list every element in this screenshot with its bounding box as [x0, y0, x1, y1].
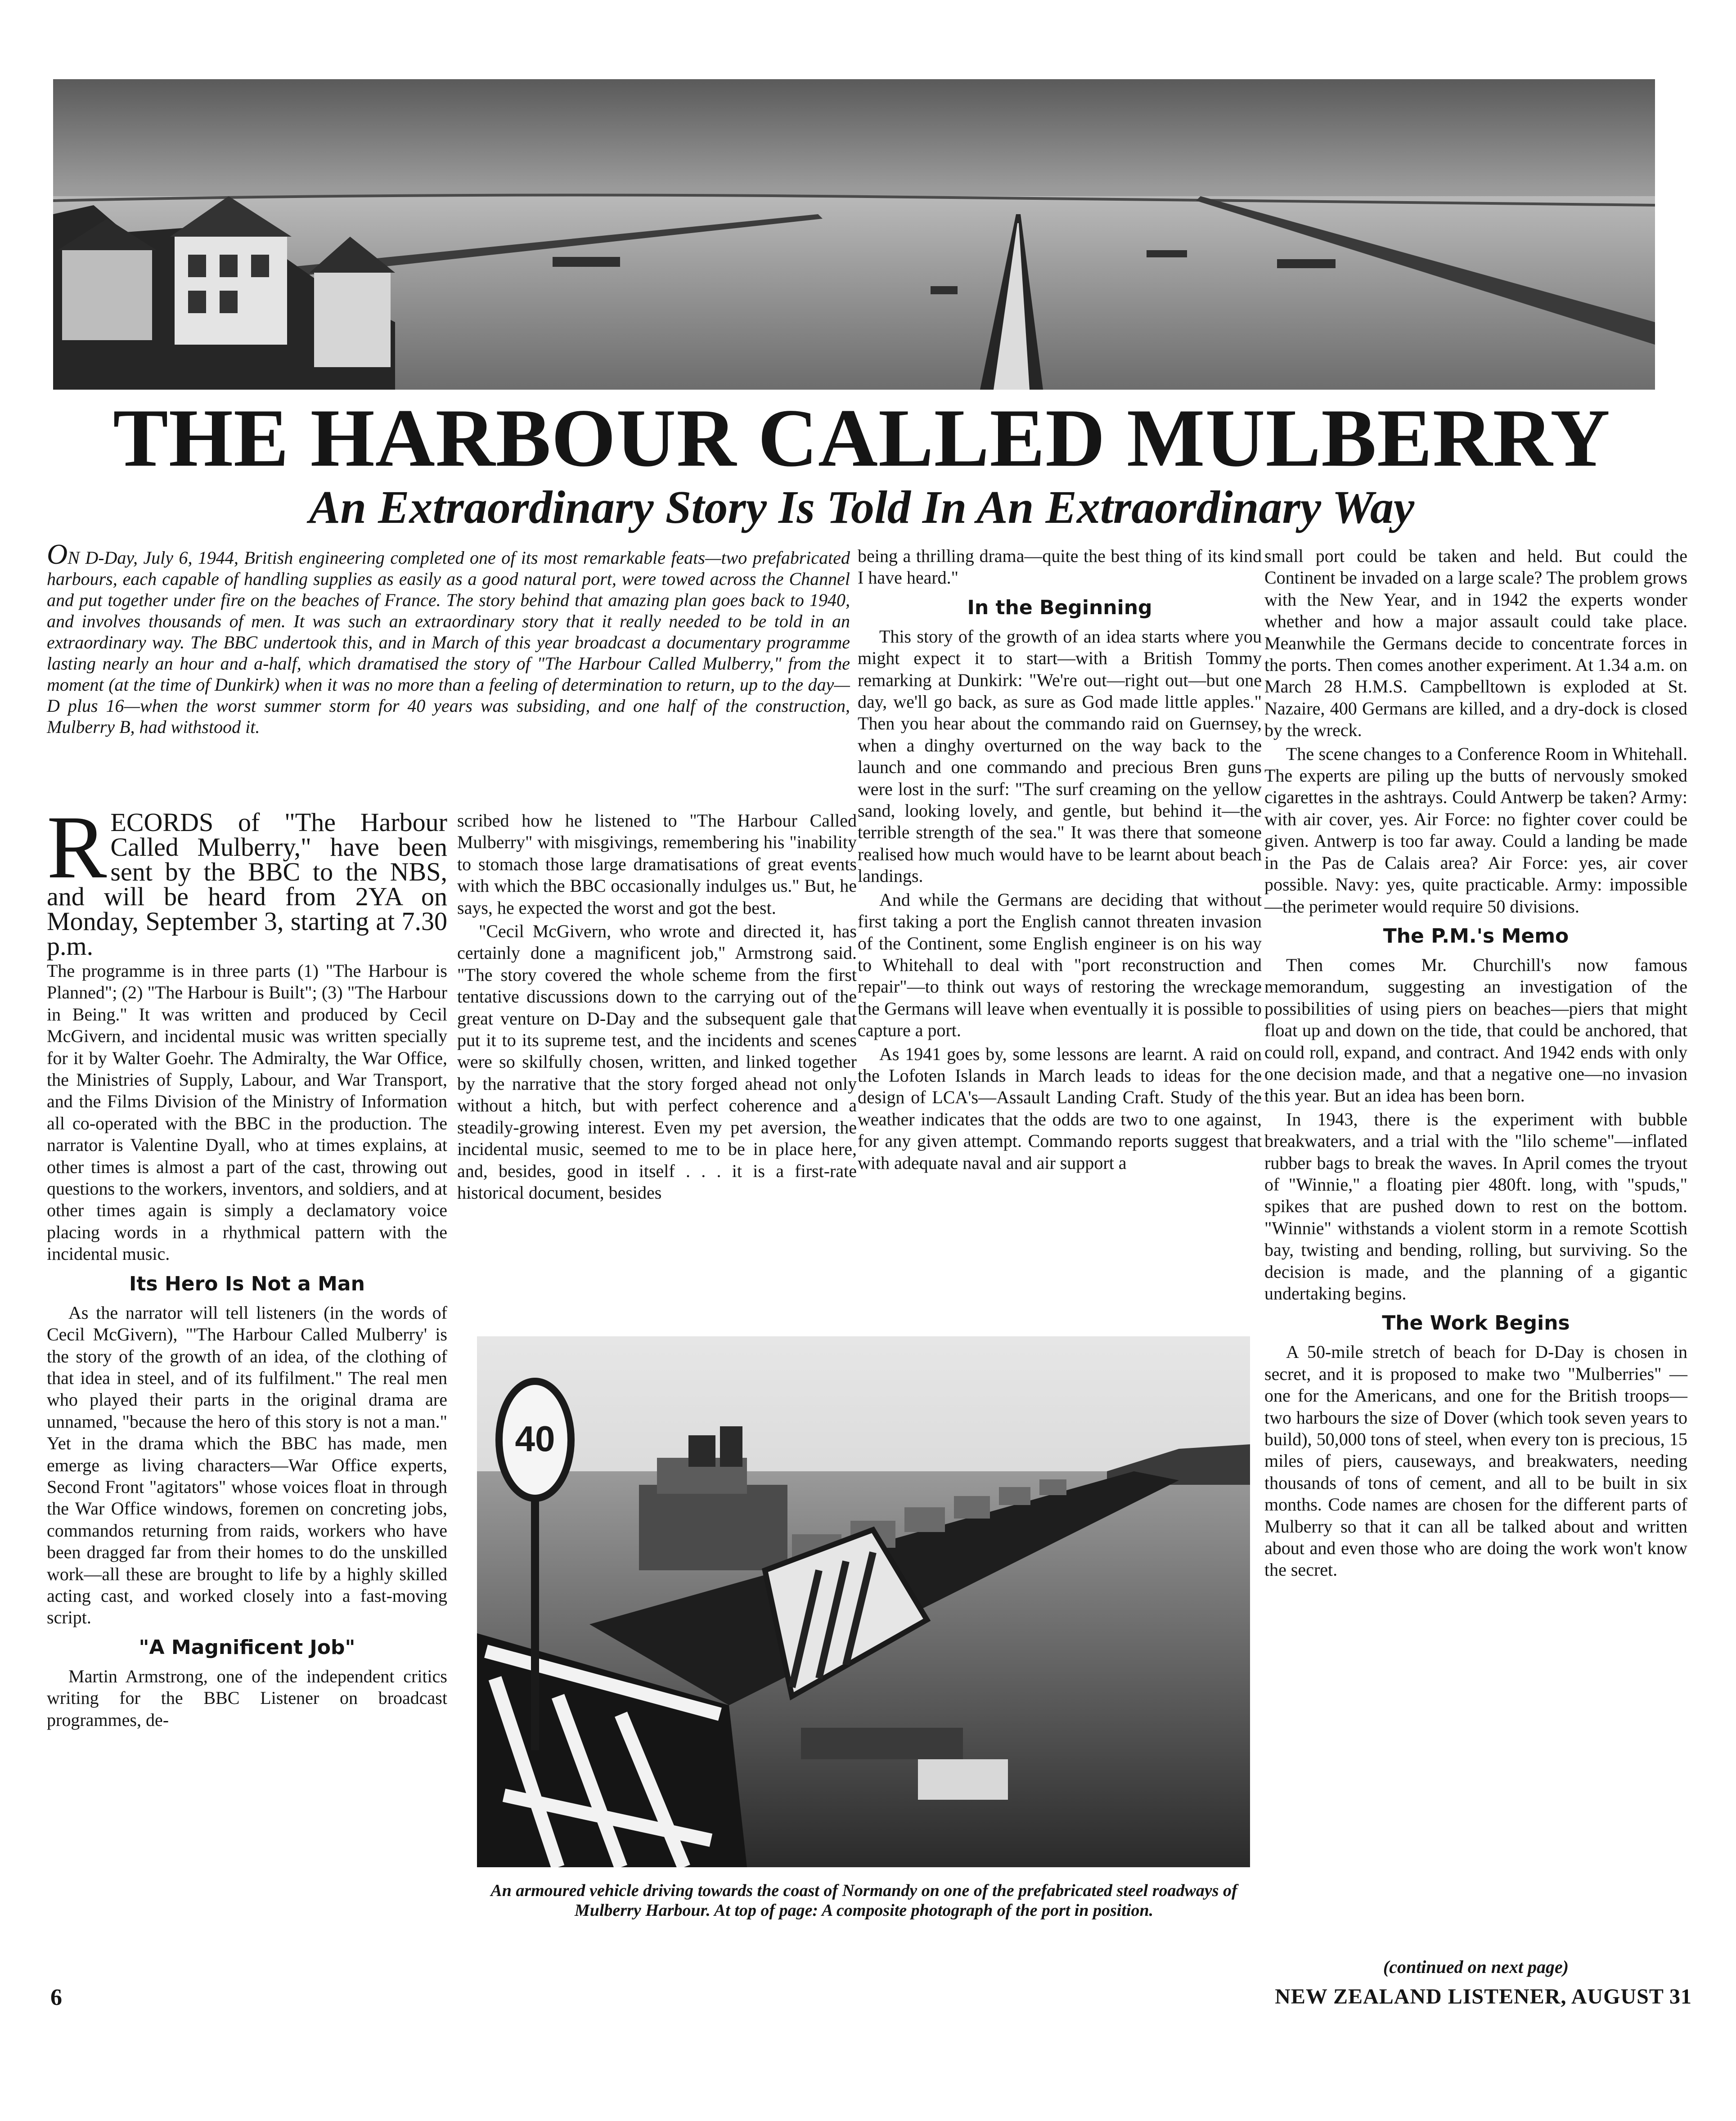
col4-paragraph-1: small port could be taken and held. But could the Continent be invaded on a large scale? The problem grows with the New Year, and in 1942 the experts wonder whether and how a major assault could take place. Meanwhile the Germans decide to concentrate forces in the ports. Then comes another experiment. At 1.34 a.m. on March 28 H.M.S. Campbelltown is exploded at St. Nazaire, 400 Germans are killed, and a dry-dock is closed by the wreck.	[1264, 546, 1687, 741]
col4-paragraph-5: A 50-mile stretch of beach for D-Day is chosen in secret, and it is proposed to make two "Mulberries" — one for the Americans, and one for the British troops—two harbours the size of Dover (which took seven years to build), 50,000 tons of steel, when every ton is precious, 15 miles of piers, causeways, and breakwaters, needing thousands of tons of cement, and all to be built in six months. Code names are chosen for the different parts of Mulberry so that it can all be talked about and written about and even those who are doing the work won't know the secret.	[1264, 1342, 1687, 1580]
col4-paragraph-4: In 1943, there is the experiment with bubble breakwaters, and a trial with the "lilo scheme"—inflated rubber bags to break the waves. In April comes the tryout of "Winnie," a floating pier 480ft. long, with "spuds," spikes that are pushed down to rest on the bottom. "Winnie" withstands a violent storm in a remote Scottish bay, twisting and bending, rolling, but surviving. So the decision is made, and the planning of a gigantic undertaking begins.	[1264, 1109, 1687, 1303]
col3-paragraph-4: As 1941 goes by, some lessons are learnt. A raid on the Lofoten Islands in March leads to ideas for the design of LCA's—Assault Landing Craft. Study of the weather indicates that the odds are two to one against, for any given attempt. Commando reports suggest that with adequate naval and air support a	[858, 1043, 1262, 1173]
col1-paragraph-3: Martin Armstrong, one of the independent critics writing for the BBC Listener on broadcast programmes, de-	[47, 1666, 447, 1730]
column-3	[858, 545, 1262, 1176]
heading-its-hero: Its Hero Is Not a Man	[129, 1272, 365, 1295]
subheadline: An Extraordinary Story Is Told In An Extraordinary Way	[309, 481, 1415, 533]
col2-paragraph-1: scribed how he listened to "The Harbour Called Mulberry" with misgivings, remembering his "inability to stomach those large dramatisations of great events with which the BBC occasionally indulges us." But, he says, he expected the worst and got the best.	[457, 810, 857, 918]
heading-work-begins: The Work Begins	[1382, 1312, 1570, 1335]
continued-note: (continued on next page)	[1383, 1957, 1569, 1977]
column-1	[47, 798, 447, 1733]
page-number: 6	[50, 1985, 62, 2010]
heading-pm-memo: The P.M.'s Memo	[1383, 924, 1569, 948]
road-sign-number: 40	[515, 1419, 555, 1459]
harbour-composite-photo	[53, 79, 1655, 390]
lead-text: ECORDS of "The Harbour Called Mulberry," have been sent by the BBC to the NBS, and will be heard from 2YA on Monday, September 3, starting at 7.30 p.m.	[47, 808, 447, 961]
headline: THE HARBOUR CALLED MULBERRY	[113, 392, 1610, 484]
col4-paragraph-2: The scene changes to a Conference Room in Whitehall. The experts are piling up the butts of nervously smoked cigarettes in the ashtrays. Could Antwerp be taken? Army: with air cover, yes. Air Force: no fighter cover could be given. Antwerp is too far away. Could a landing be made in the Pas de Calais area? Air Force: yes, air cover possible. Navy: yes, quite practicable. Army: impossible—the perimeter would require 50 divisions.	[1264, 743, 1687, 917]
footer-masthead: NEW ZEALAND LISTENER, AUGUST 31	[1275, 1985, 1692, 2009]
intro-text: N D-Day, July 6, 1944, British engineering completed one of its most remarkable feats—two prefabricated harbours, each capable of handling supplies as easily as a good natural port, were towed across the Channel and put together under fire on the beaches of France. The story behind that amazing plan goes back to 1940, and involves thousands of men. It was such an extraordinary story that it really needed to be told in an extraordinary way. The BBC undertook this, and in March of this year broadcast a documentary programme lasting nearly an hour and a-half, which dramatised the story of "The Harbour Called Mulberry," from the moment (at the time of Dunkirk) when it was no more than a feeling of determination to return, up to the day—D plus 16—when the worst summer storm for 40 years was subsiding, and one half of the construction, Mulberry B, had withstood it.	[47, 548, 850, 737]
lead-paragraph	[47, 798, 447, 961]
column-4	[1264, 545, 1687, 1583]
armoured-vehicle-photo	[477, 1336, 1250, 1867]
photo-caption: An armoured vehicle driving towards the coast of Normandy on one of the prefabricated steel roadways of Mulberry Harbour. At top of page: A composite photograph of the port in position.	[490, 1881, 1237, 1920]
col3-paragraph-1: being a thrilling drama—quite the best thing of its kind I have heard."	[858, 546, 1262, 588]
heading-magnificent-job: "A Magnificent Job"	[139, 1636, 355, 1659]
col1-paragraph-1: The programme is in three parts (1) "The Harbour is Planned"; (2) "The Harbour is Built"; (3) "The Harbour in Being." It was written and produced by Cecil McGivern, and incidental music was written specially for it by Walter Goehr. The Admiralty, the War Office, the Ministries of Supply, Labour, and War Transport, and the Films Division of the Ministry of Information all co-operated with the BBC in the production. The narrator is Valentine Dyall, who at times explains, at other times is almost a part of the cast, throwing out questions to the workers, inventors, and soldiers, and at other times again is simply a declamatory voice placing words in a rhythmical pattern with the incidental music.	[47, 961, 447, 1264]
col2-paragraph-2: "Cecil McGivern, who wrote and directed it, has certainly done a magnificent job," Armstrong said. "The story covered the whole scheme from the first tentative discussions down to the carrying out of the great venture on D-Day and the subsequent gale that put it to its supreme test, and the incidents and scenes were so skilfully chosen, written, and linked together by the narrative that the story forged ahead not only without a hitch, but with perfect coherence and a steadily-growing interest. Even my pet aversion, the incidental music, seemed to me to be in place here, and, besides, good in itself . . . it is a first-rate historical document, besides	[457, 921, 857, 1203]
intro-paragraph	[47, 538, 850, 737]
lead-dropcap: R	[47, 798, 107, 897]
col3-paragraph-3: And while the Germans are deciding that without first taking a port the English cannot threaten invasion of the Continent, some English engineer is on his way to Whitehall to deal with "port reconstruction and repair"—to think out ways of restoring the wreckage the Germans will leave when eventually it is possible to capture a port.	[858, 889, 1262, 1041]
intro-dropcap: O	[47, 538, 68, 570]
heading-in-the-beginning: In the Beginning	[967, 596, 1152, 619]
column-2	[457, 810, 857, 1205]
col4-paragraph-3: Then comes Mr. Churchill's now famous memorandum, suggesting an investigation of the possibilities of using piers on beaches—piers that might float up and down on the tide, that could be anchored, that could roll, expand, and contract. And 1942 ends with only one decision made, and that a negative one—no invasion this year. But an idea has been born.	[1264, 954, 1687, 1106]
col1-paragraph-2: As the narrator will tell listeners (in the words of Cecil McGivern), "'The Harbour Called Mulberry' is the story of the growth of an idea, of the clothing of that idea in steel, and of its fulfilment." The real men who played their parts in the original drama are unnamed, "because the hero of this story is not a man." Yet in the drama which the BBC has made, men emerge as living characters—War Office experts, Second Front "agitators" whose voices float in through the War Office windows, foremen on concreting jobs, commandos returning from raids, workers who have been dragged far from their homes to do the unskilled work—all these are brought to life by a highly skilled acting cast, and worked closely into a fast-moving script.	[47, 1302, 447, 1628]
col3-paragraph-2: This story of the growth of an idea starts where you might expect it to start—with a British Tommy remarking at Dunkirk: "We're out—right out—but one day, we'll go back, as sure as God made little apples." Then you hear about the commando raid on Guernsey, when a dinghy overturned on the way back to the launch and one commando and precious Bren guns were lost in the surf: "The surf creaming on the yellow sand, looking lovely, and gentle, but behind it—the terrible strength of the sea." It was there that someone realised how much would have to be learnt about beach landings.	[858, 626, 1262, 886]
